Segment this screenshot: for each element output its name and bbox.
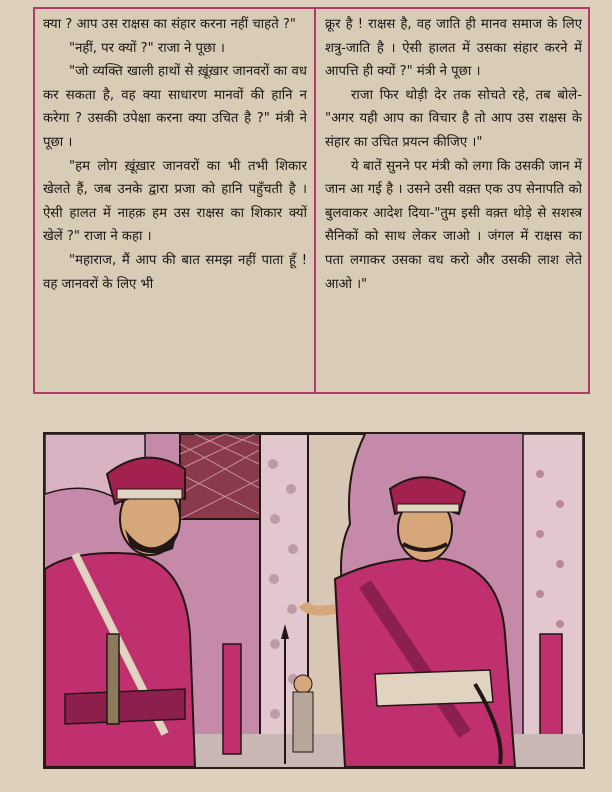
story-paragraph: क्रूर है ! राक्षस है, वह जाति ही मानव समाज के लिए शत्रु-जाति है । ऐसी हालत में उसका संहार करने में आपत्ति ही क्यों ?" मंत्री ने पूछा ।: [325, 17, 582, 80]
story-illustration: [43, 432, 585, 769]
story-paragraph: "नहीं, पर क्यों ?" राजा ने पूछा ।: [69, 40, 225, 56]
story-paragraph: "हम लोग ख़ूंख़ार जानवरों का भी तभी शिकार खेलते हैं, जब उनके द्वारा प्रजा को हानि पहुँचती है । ऐसी हालत में नाहक़ हम उस राक्षस का शिकार क्यों खेलें ?" राजा ने कहा ।: [43, 158, 307, 245]
story-paragraph: राजा फिर थोड़ी देर तक सोचते रहे, तब बोले-"अगर यही आप का विचार है तो आप उस राक्षस के संहार का उचित प्रयत्न कीजिए ।": [325, 87, 582, 150]
story-left-column: [43, 13, 307, 391]
story-paragraph: क्या ? आप उस राक्षस का संहार करना नहीं चाहते ?": [43, 17, 296, 32]
small-pillar: [223, 644, 241, 754]
column-divider: [314, 9, 316, 392]
story-paragraph: "जो व्यक्ति खाली हाथों से ख़ूंख़ार जानवरों का वध कर सकता है, वह क्या साधारण मानवों की हानि न करेगा ? उसकी उपेक्षा करना क्या उचित है ?" मंत्री ने पूछा ।: [43, 64, 307, 150]
lattice-window: [180, 434, 270, 519]
story-paragraph: "महाराज, मैं आप की बात समझ नहीं पाता हूँ ! वह जानवरों के लिए भी: [43, 252, 307, 292]
story-right-column: [325, 13, 582, 391]
story-text-panel: [33, 7, 590, 394]
story-paragraph: ये बातें सुनने पर मंत्री को लगा कि उसकी जान में जान आ गई है । उसने उसी वक़्त एक उप सेनापति को बुलवाकर आदेश दिया-"तुम इसी वक़्त थोड़े से सशस्त्र सैनिकों को साथ लेकर जाओ । जंगल में राक्षस का पता लगाकर उसका वध करो और उसकी लाश लेते आओ ।": [325, 158, 582, 292]
